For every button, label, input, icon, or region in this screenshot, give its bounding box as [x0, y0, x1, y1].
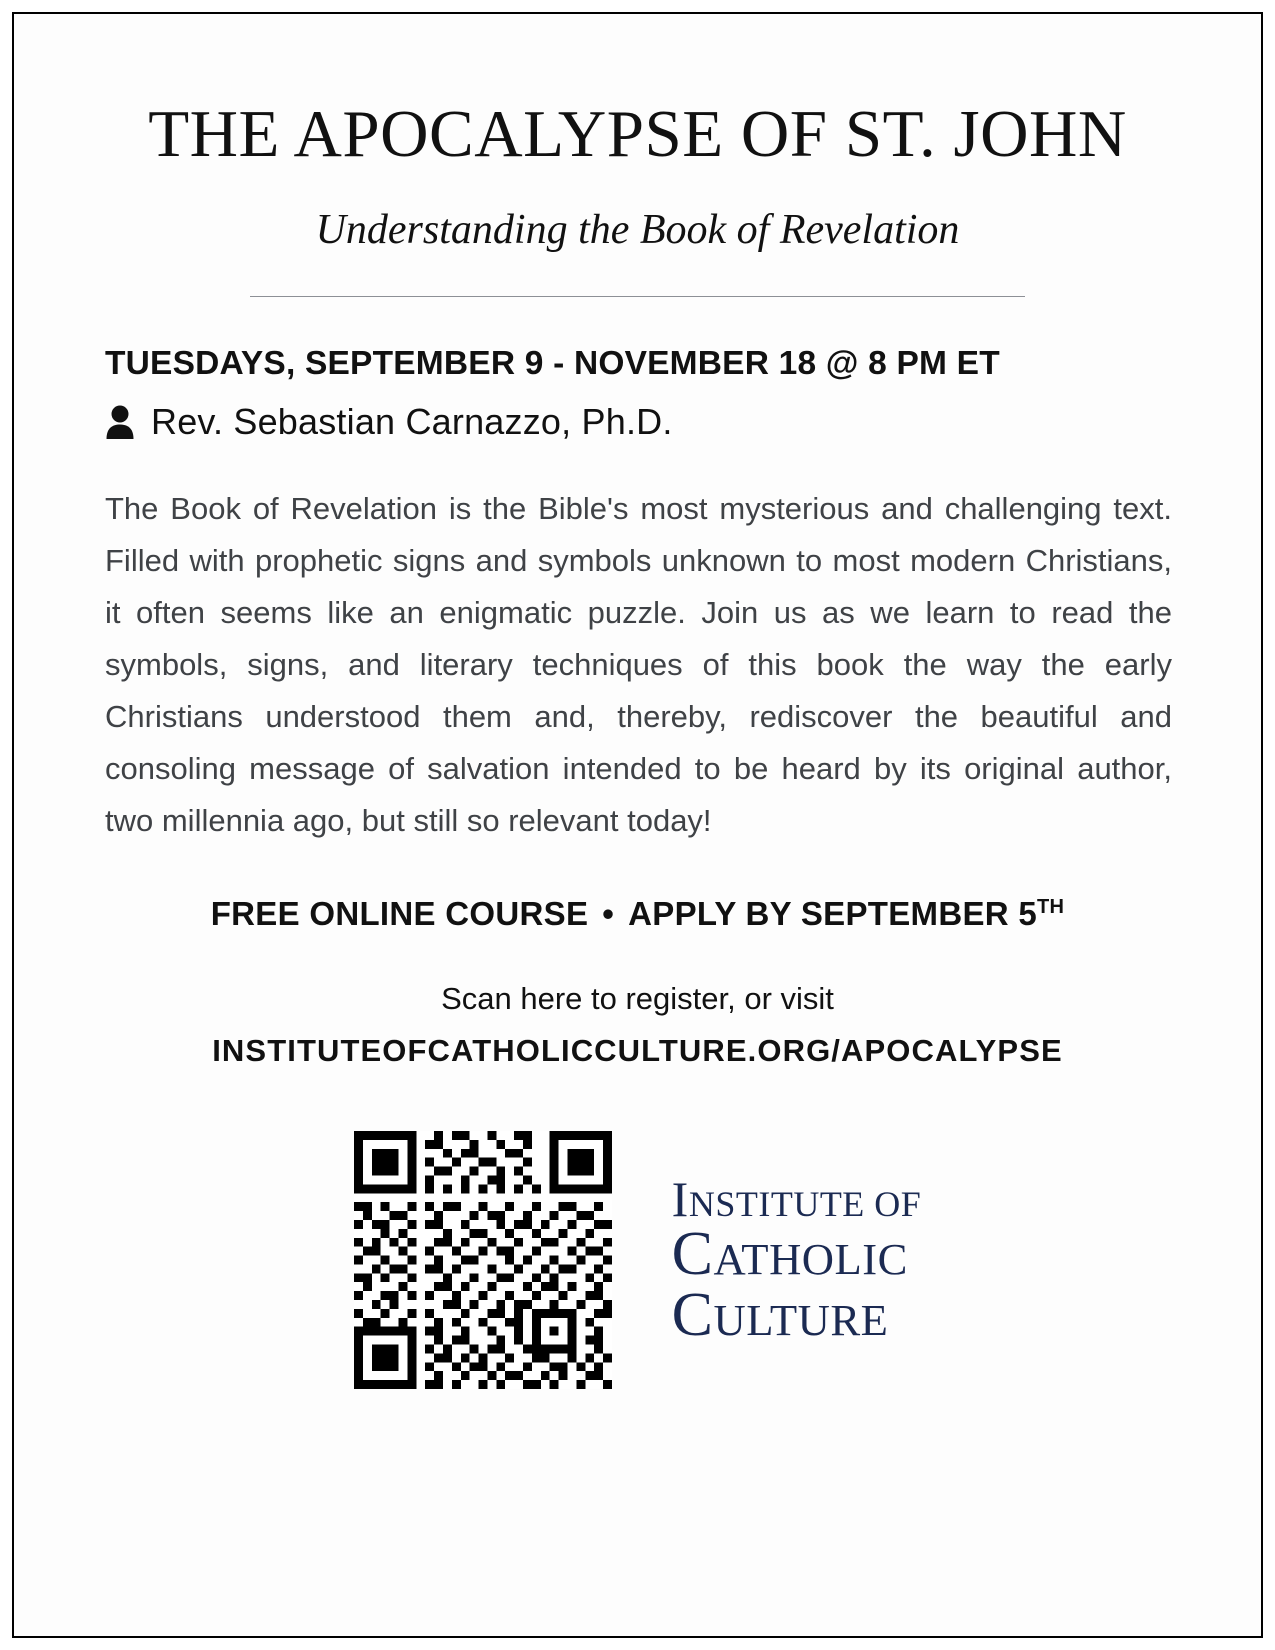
description-text: The Book of Revelation is the Bible's most mysterious and challenging text. Filled with prophetic signs and symbols unknown to most modern Christians, it often seems like an enigmatic puzzle. Join us as we learn to read the symbols, signs, and literary techniques of this book the way the early Christians understood them and, thereby, rediscover the beautiful and consoling message of salvation intended to be heard by its original author, two millennia ago, but still so relevant today!: [105, 490, 1172, 838]
presenter-name: Rev. Sebastian Carnazzo, Ph.D.: [151, 400, 673, 442]
logo-line-2-rest: ATHOLIC: [713, 1233, 908, 1284]
page-subtitle: Understanding the Book of Revelation: [315, 207, 960, 254]
page-title: THE APOCALYPSE OF ST. JOHN: [148, 97, 1127, 171]
logo-line-2-cap: C: [671, 1219, 714, 1288]
footer-row: [99, 1131, 1176, 1389]
cta-line: [99, 895, 1176, 933]
schedule-text: TUESDAYS, SEPTEMBER 9 - NOVEMBER 18 @ 8 PM ET: [105, 344, 1000, 382]
cta-apply-suffix: TH: [1037, 896, 1065, 919]
divider: [250, 296, 1025, 297]
logo-line-3-cap: C: [671, 1280, 714, 1349]
logo-line-1: [671, 1170, 922, 1227]
logo-line-1-cap: I: [671, 1170, 689, 1227]
flyer-content: [14, 14, 1261, 1636]
institute-logo: [671, 1170, 922, 1349]
qr-code[interactable]: [354, 1131, 612, 1389]
cta-free-label: FREE ONLINE COURSE: [210, 895, 589, 933]
logo-line-2: [671, 1219, 922, 1288]
cta-apply-label: APPLY BY SEPTEMBER 5: [628, 895, 1038, 933]
registration-url[interactable]: INSTITUTEOFCATHOLICCULTURE.ORG/APOCALYPSE: [212, 1033, 1063, 1069]
person-icon: [105, 404, 135, 440]
scan-instruction: Scan here to register, or visit: [441, 981, 834, 1017]
page-border: [12, 12, 1263, 1638]
cta-bullet: •: [602, 895, 615, 933]
logo-line-3-rest: ULTURE: [713, 1294, 889, 1345]
logo-line-1-rest: NSTITUTE OF: [688, 1183, 922, 1224]
presenter-row: [105, 401, 1176, 443]
logo-line-3: [671, 1280, 922, 1349]
